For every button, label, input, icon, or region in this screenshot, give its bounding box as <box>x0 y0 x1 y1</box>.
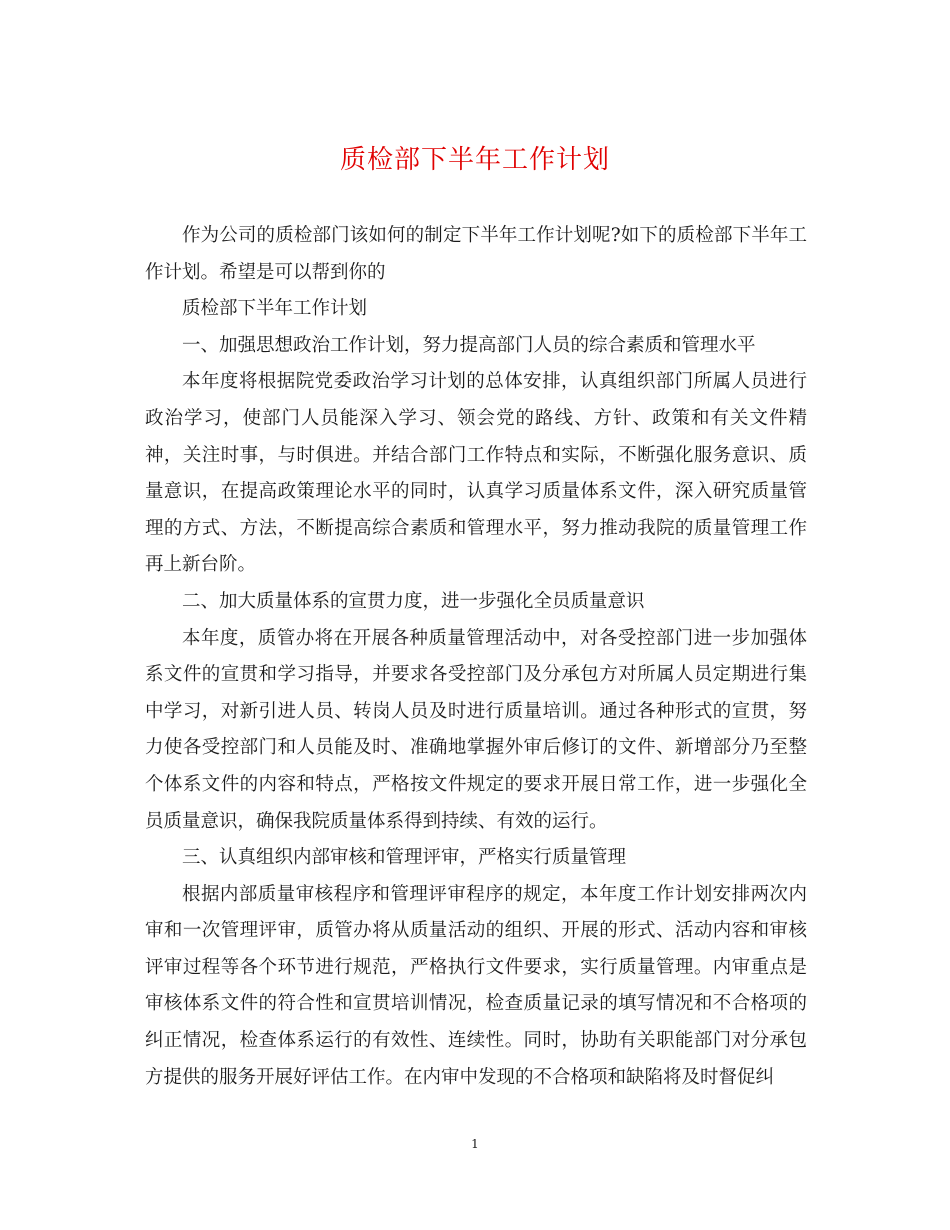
section-heading-3: 三、认真组织内部审核和管理评审，严格实行质量管理 <box>182 847 627 869</box>
intro-paragraph: 作为公司的质检部门该如何的制定下半年工作计划呢?如下的质检部下半年工作计划。希望是可以帮到你的 <box>145 225 807 283</box>
section-heading-2: 二、加大质量体系的宣贯力度，进一步强化全员质量意识 <box>182 590 645 612</box>
body-paragraph-2: 本年度，质管办将在开展各种质量管理活动中，对各受控部门进一步加强体系文件的宣贯和学习指导，并要求各受控部门及分承包方对所属人员定期进行集中学习，对新引进人员、转岗人员及时进行质量培训。通过各种形式的宣贯，努力使各受控部门和人员能及时、准确地掌握外审后修订的文件、新增部分乃至整个体系文件的内容和特点，严格按文件规定的要求开展日常工作，进一步强化全员质量意识，确保我院质量体系得到持续、有效的运行。 <box>145 627 807 832</box>
document-body <box>145 218 807 1096</box>
body-paragraph-1: 本年度将根据院党委政治学习计划的总体安排，认真组织部门所属人员进行政治学习，使部门人员能深入学习、领会党的路线、方针、政策和有关文件精神，关注时事，与时俱进。并结合部门工作特点和实际，不断强化服务意识、质量意识，在提高政策理论水平的同时，认真学习质量体系文件，深入研究质量管理的方式、方法，不断提高综合素质和管理水平，努力推动我院的质量管理工作再上新台阶。 <box>145 371 807 576</box>
body-paragraph-3: 根据内部质量审核程序和管理评审程序的规定，本年度工作计划安排两次内审和一次管理评审，质管办将从质量活动的组织、开展的形式、活动内容和审核评审过程等各个环节进行规范，严格执行文件要求，实行质量管理。内审重点是审核体系文件的符合性和宣贯培训情况，检查质量记录的填写情况和不合格项的纠正情况，检查体系运行的有效性、连续性。同时，协助有关职能部门对分承包方提供的服务开展好评估工作。在内审中发现的不合格项和缺陷将及时督促纠 <box>145 883 807 1088</box>
subtitle-paragraph: 质检部下半年工作计划 <box>182 298 368 320</box>
document-title: 质检部下半年工作计划 <box>339 145 610 175</box>
page-number: 1 <box>471 1137 479 1151</box>
section-heading-1: 一、加强思想政治工作计划，努力提高部门人员的综合素质和管理水平 <box>182 334 756 356</box>
